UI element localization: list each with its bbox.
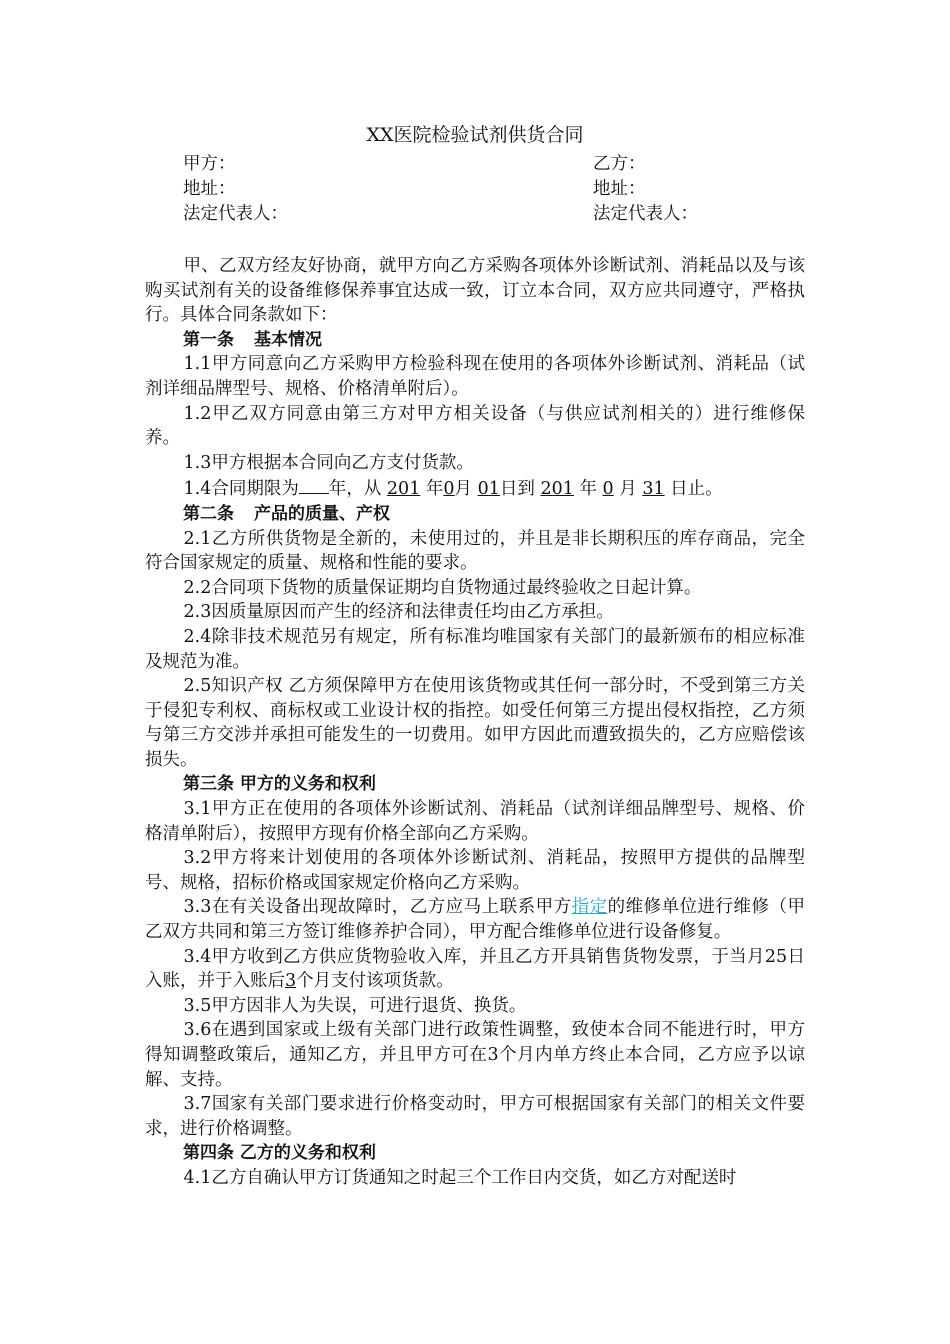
contract-page (145, 120, 805, 1191)
clause-3-4-text: 3.4甲方收到乙方供应货物验收入库，并且乙方开具销售货物发票，于当月25日入账，并于入账后 (145, 946, 805, 992)
article-4-number: 第四条 (183, 1143, 234, 1164)
article-3-heading (145, 772, 805, 797)
parties-block (183, 152, 805, 227)
clause-1-4-text: 日止。 (664, 479, 723, 500)
clause-1-2: 1.2甲乙双方同意由第三方对甲方相关设备（与供应试剂相关的）进行维修保养。 (145, 403, 805, 449)
clause-1-4-text: 月 (454, 479, 478, 500)
clause-2-2: 2.2合同项下货物的质量保证期均自货物通过最终验收之日起计算。 (183, 577, 702, 598)
clause-1-3: 1.3甲方根据本合同向乙方支付货款。 (183, 452, 474, 473)
clause-3-5: 3.5甲方因非人为失误，可进行退货、换货。 (183, 995, 527, 1016)
clause-3-7: 3.7国家有关部门要求进行价格变动时，甲方可根据国家有关部门的相关文件要求，进行价格调整。 (145, 1094, 805, 1139)
clause-1-4-text: 年 (573, 479, 603, 500)
article-1-title: 基本情况 (254, 329, 322, 350)
party-b-label: 乙方： (593, 154, 646, 174)
term-years-blank (299, 475, 329, 494)
article-1-heading (145, 328, 805, 353)
article-3-number: 第三条 (183, 774, 234, 795)
clause-1-4-text: 月 (613, 479, 643, 500)
party-row-name (183, 152, 805, 177)
clause-3-2: 3.2甲方将来计划使用的各项体外诊断试剂、消耗品，按照甲方提供的品牌型号、规格，招标价格或国家规定价格向乙方采购。 (145, 848, 805, 893)
party-a-representative: 法定代表人： (183, 204, 288, 224)
clause-1-1: 1.1甲方同意向乙方采购甲方检验科现在使用的各项体外诊断试剂、消耗品（试剂详细品牌型号、规格、价格清单附后）。 (145, 354, 805, 399)
end-year: 201 (540, 479, 574, 500)
clause-1-4-text: 1.4合同期限为 (183, 479, 299, 500)
start-month: 0 (443, 479, 455, 500)
contract-title: XX医院检验试剂供货合同 (366, 124, 584, 146)
party-row-address (183, 177, 805, 202)
spacer (145, 227, 805, 254)
clause-3-3-text: 3.3在有关设备出现故障时，乙方应马上联系甲方 (183, 897, 572, 918)
party-a-address: 地址： (183, 179, 236, 199)
article-2-title: 产品的质量、产权 (254, 503, 390, 524)
clause-2-5: 2.5知识产权 乙方须保障甲方在使用该货物或其任何一部分时，不受到第三方关于侵犯专利权、商标权或工业设计权的指控。如受任何第三方提出侵权指控，乙方须与第三方交涉并承担可能发生的一切费用。如甲方因此而遭致损失的，乙方应赔偿该损失。 (145, 676, 805, 770)
clause-1-4-text: 年，从 (328, 479, 387, 500)
party-b-address: 地址： (593, 179, 646, 199)
article-4-title: 乙方的义务和权利 (239, 1143, 376, 1164)
party-a-label: 甲方： (183, 154, 236, 174)
clause-2-3: 2.3因质量原因而产生的经济和法律责任均由乙方承担。 (183, 602, 614, 623)
start-year: 201 (386, 479, 421, 500)
article-3-title: 甲方的义务和权利 (239, 774, 376, 795)
clause-3-3 (145, 895, 805, 944)
clause-3-3-text: 的维修单位进行维修（甲乙双方共同和第三方签订维修养护合同），甲方配合维修单位进行设备修复。 (145, 897, 806, 943)
clause-4-1: 4.1乙方自确认甲方订货通知之时起三个工作日内交货，如乙方对配送时 (183, 1167, 737, 1188)
article-2-number: 第二条 (183, 503, 234, 524)
payment-months: 3 (285, 971, 297, 992)
designated-link[interactable]: 指定 (571, 897, 608, 918)
clause-1-4 (145, 475, 805, 502)
clause-3-1: 3.1甲方正在使用的各项体外诊断试剂、消耗品（试剂详细品牌型号、规格、价格清单附后），按照甲方现有价格全部向乙方采购。 (145, 799, 805, 844)
party-b-representative: 法定代表人： (593, 204, 698, 224)
article-1-number: 第一条 (183, 329, 234, 350)
end-day: 31 (642, 479, 665, 500)
article-2-heading (145, 502, 805, 527)
intro-paragraph: 甲、乙双方经友好协商，就甲方向乙方采购各项体外诊断试剂、消耗品以及与该购买试剂有关的设备维修保养事宜达成一致，订立本合同，双方应共同遵守，严格执行。具体合同条款如下： (145, 256, 805, 326)
clause-3-4-text: 个月支付该项货款。 (296, 971, 454, 992)
clause-3-4 (145, 945, 805, 994)
clause-1-4-text: 日到 (499, 479, 541, 500)
article-4-heading (145, 1141, 805, 1166)
clause-2-4: 2.4除非技术规范另有规定，所有标准均唯国家有关部门的最新颁布的相应标准及规范为准。 (145, 626, 805, 672)
end-month: 0 (602, 479, 614, 500)
party-row-representative (183, 202, 805, 227)
clause-3-6: 3.6在遇到国家或上级有关部门进行政策性调整，致使本合同不能进行时，甲方得知调整政策后，通知乙方，并且甲方可在3个月内单方终止本合同，乙方应予以谅解、支持。 (145, 1020, 805, 1090)
clause-2-1: 2.1乙方所供货物是全新的，未使用过的，并且是非长期积压的库存商品，完全符合国家规定的质量、规格和性能的要求。 (145, 528, 805, 574)
start-day: 01 (477, 479, 500, 500)
clause-1-4-text: 年 (420, 479, 444, 500)
